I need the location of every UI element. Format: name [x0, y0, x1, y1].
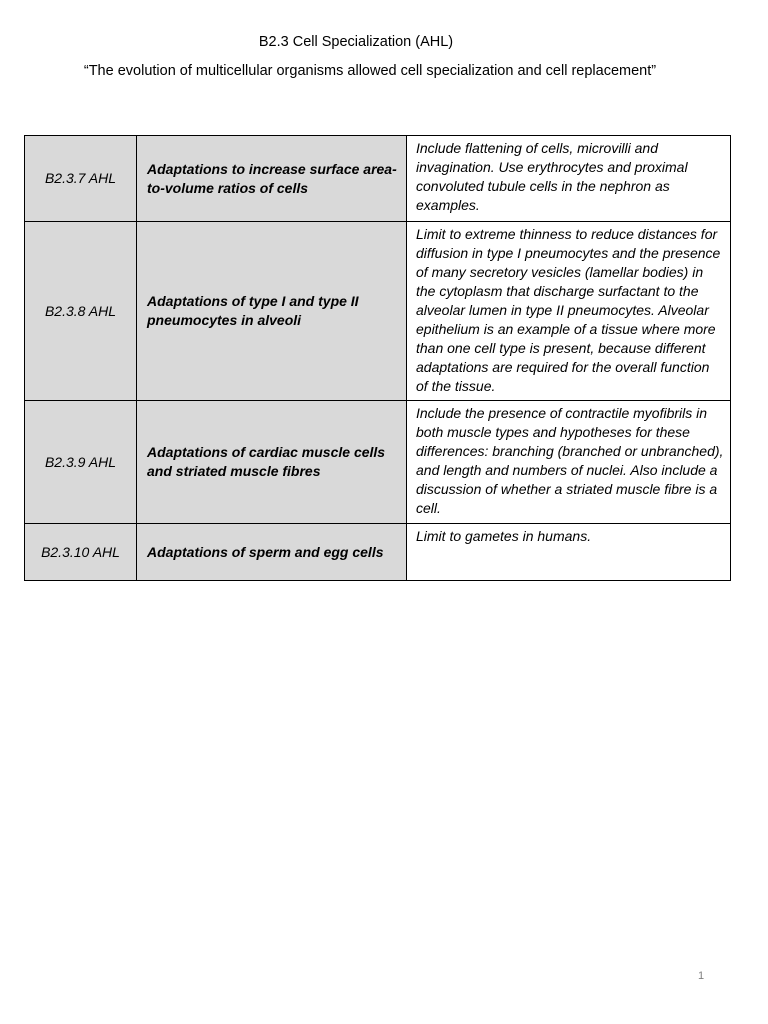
row-code-cell: B2.3.8 AHL [25, 222, 137, 401]
row-topic-cell: Adaptations of sperm and egg cells [137, 524, 407, 581]
row-topic-cell: Adaptations of cardiac muscle cells and striated muscle fibres [137, 401, 407, 524]
row-topic-cell: Adaptations to increase surface area-to-volume ratios of cells [137, 136, 407, 222]
row-guidance-cell: Include flattening of cells, microvilli and invagination. Use erythrocytes and proximal convoluted tubule cells in the nephron as examples. [407, 136, 731, 222]
row-guidance-cell: Limit to extreme thinness to reduce distances for diffusion in type I pneumocytes and the presence of many secretory vesicles (lamellar bodies) in the cytoplasm that discharge surfactant to the alveolar lumen in type II pneumocytes. Alveolar epithelium is an example of a tissue where more than one cell type is present, because different adaptations are required for the overall function of the tissue. [407, 222, 731, 401]
table-row [25, 401, 731, 524]
document-title: B2.3 Cell Specialization (AHL) [258, 34, 454, 50]
document-quote: “The evolution of multicellular organisms allowed cell specialization and cell replacement” [83, 63, 657, 79]
row-code-cell: B2.3.10 AHL [25, 524, 137, 581]
row-topic-cell: Adaptations of type I and type II pneumocytes in alveoli [137, 222, 407, 401]
table-row [25, 524, 731, 581]
row-guidance-cell: Include the presence of contractile myofibrils in both muscle types and hypotheses for these differences: branching (branched or unbranched), and length and numbers of nuclei. Also include a discussion of whether a striated muscle fibre is a cell. [407, 401, 731, 524]
page-number: 1 [698, 970, 705, 982]
row-guidance-cell: Limit to gametes in humans. [407, 524, 731, 581]
syllabus-table [24, 135, 731, 581]
table-row [25, 136, 731, 222]
row-code-cell: B2.3.9 AHL [25, 401, 137, 524]
table-row [25, 222, 731, 401]
row-code-cell: B2.3.7 AHL [25, 136, 137, 222]
